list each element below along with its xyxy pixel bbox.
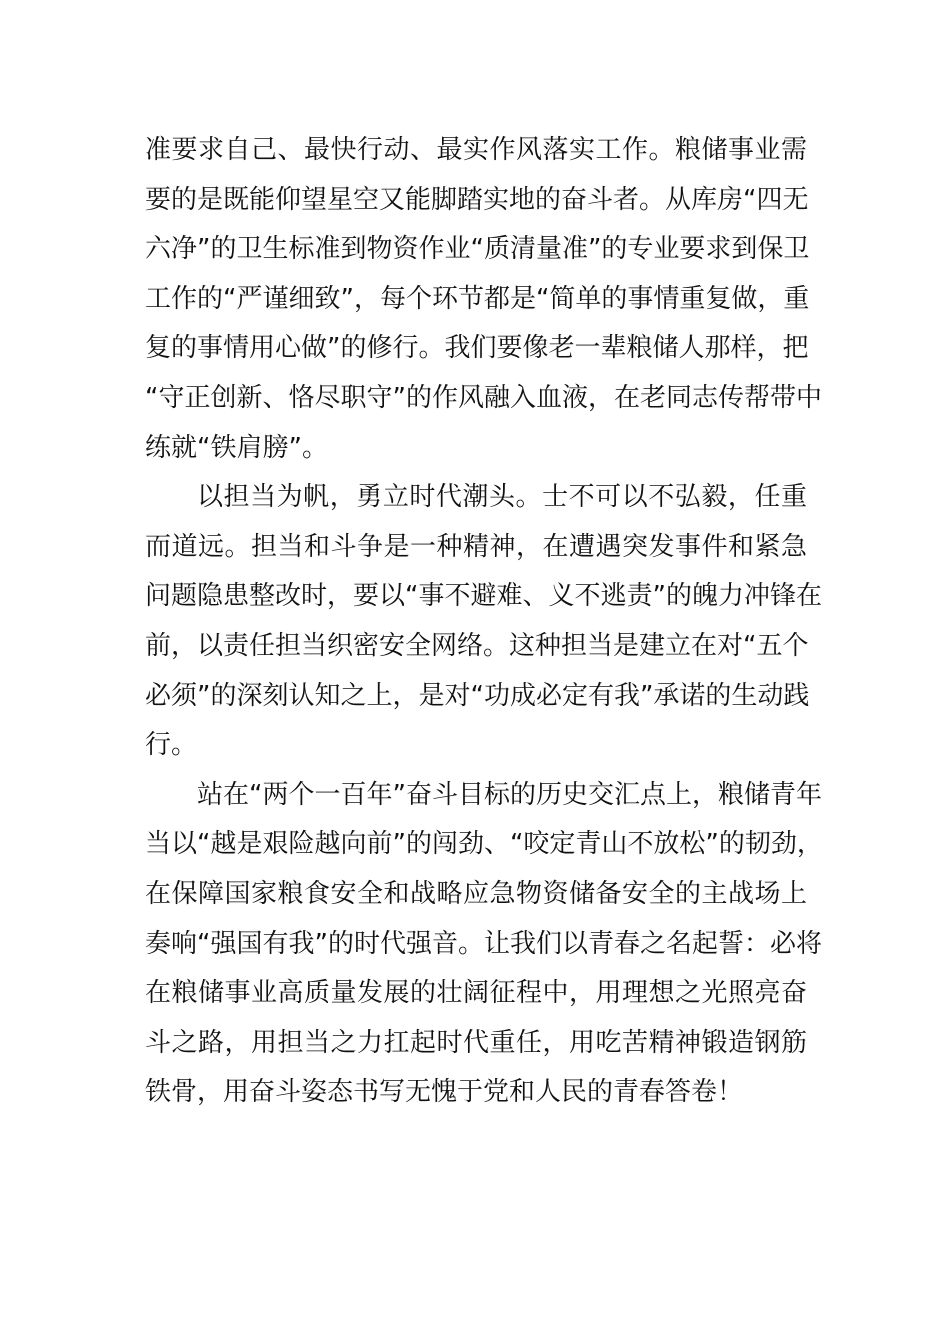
text-line: 以担当为帆，勇立时代潮头。士不可以不弘毅，任重 xyxy=(197,482,807,513)
text-line: 铁骨，用奋斗姿态书写无愧于党和人民的青春答卷！ xyxy=(145,1077,744,1108)
text-line: 准要求自己、最快行动、最实作风落实工作。粮储事业需 xyxy=(145,135,807,165)
text-line: 前，以责任担当织密安全网络。这种担当是建立在对“五个 xyxy=(145,630,809,661)
text-line: 六净”的卫生标准到物资作业“质清量准”的专业要求到保卫 xyxy=(145,234,810,265)
text-line: 奏响“强国有我”的时代强音。让我们以青春之名起誓：必将 xyxy=(145,928,822,959)
text-line: 站在“两个一百年”奋斗目标的历史交汇点上，粮储青年 xyxy=(197,779,822,810)
text-line: 在粮储事业高质量发展的壮阔征程中，用理想之光照亮奋 xyxy=(145,978,807,1009)
text-line: 行。 xyxy=(145,730,198,761)
text-line: 问题隐患整改时，要以“事不避难、义不逃责”的魄力冲锋在 xyxy=(145,581,822,612)
text-line: 当以“越是艰险越向前”的闯劲、“咬定青山不放松”的韧劲， xyxy=(145,829,823,860)
text-line: 而道远。担当和斗争是一种精神，在遭遇突发事件和紧急 xyxy=(145,531,807,562)
text-line: 练就“铁肩膀”。 xyxy=(145,432,328,463)
paragraph-3 xyxy=(145,771,823,1118)
text-line: 斗之路，用担当之力扛起时代重任，用吃苦精神锻造钢筋 xyxy=(145,1027,807,1058)
text-line: “守正创新、恪尽职守”的作风融入血液，在老同志传帮带中 xyxy=(145,382,822,413)
text-line: 工作的“严谨细致”，每个环节都是“简单的事情重复做，重 xyxy=(145,283,810,314)
text-line: 在保障国家粮食安全和战略应急物资储备安全的主战场上 xyxy=(145,878,807,909)
paragraph-2 xyxy=(145,473,822,771)
text-line: 必须”的深刻认知之上，是对“功成必定有我”承诺的生动践 xyxy=(145,680,810,711)
text-line: 要的是既能仰望星空又能脚踏实地的奋斗者。从库房“四无 xyxy=(145,184,809,215)
text-line: 复的事情用心做”的修行。我们要像老一辈粮储人那样，把 xyxy=(145,333,809,364)
body-text xyxy=(145,126,823,1118)
paragraph-1 xyxy=(145,126,822,473)
